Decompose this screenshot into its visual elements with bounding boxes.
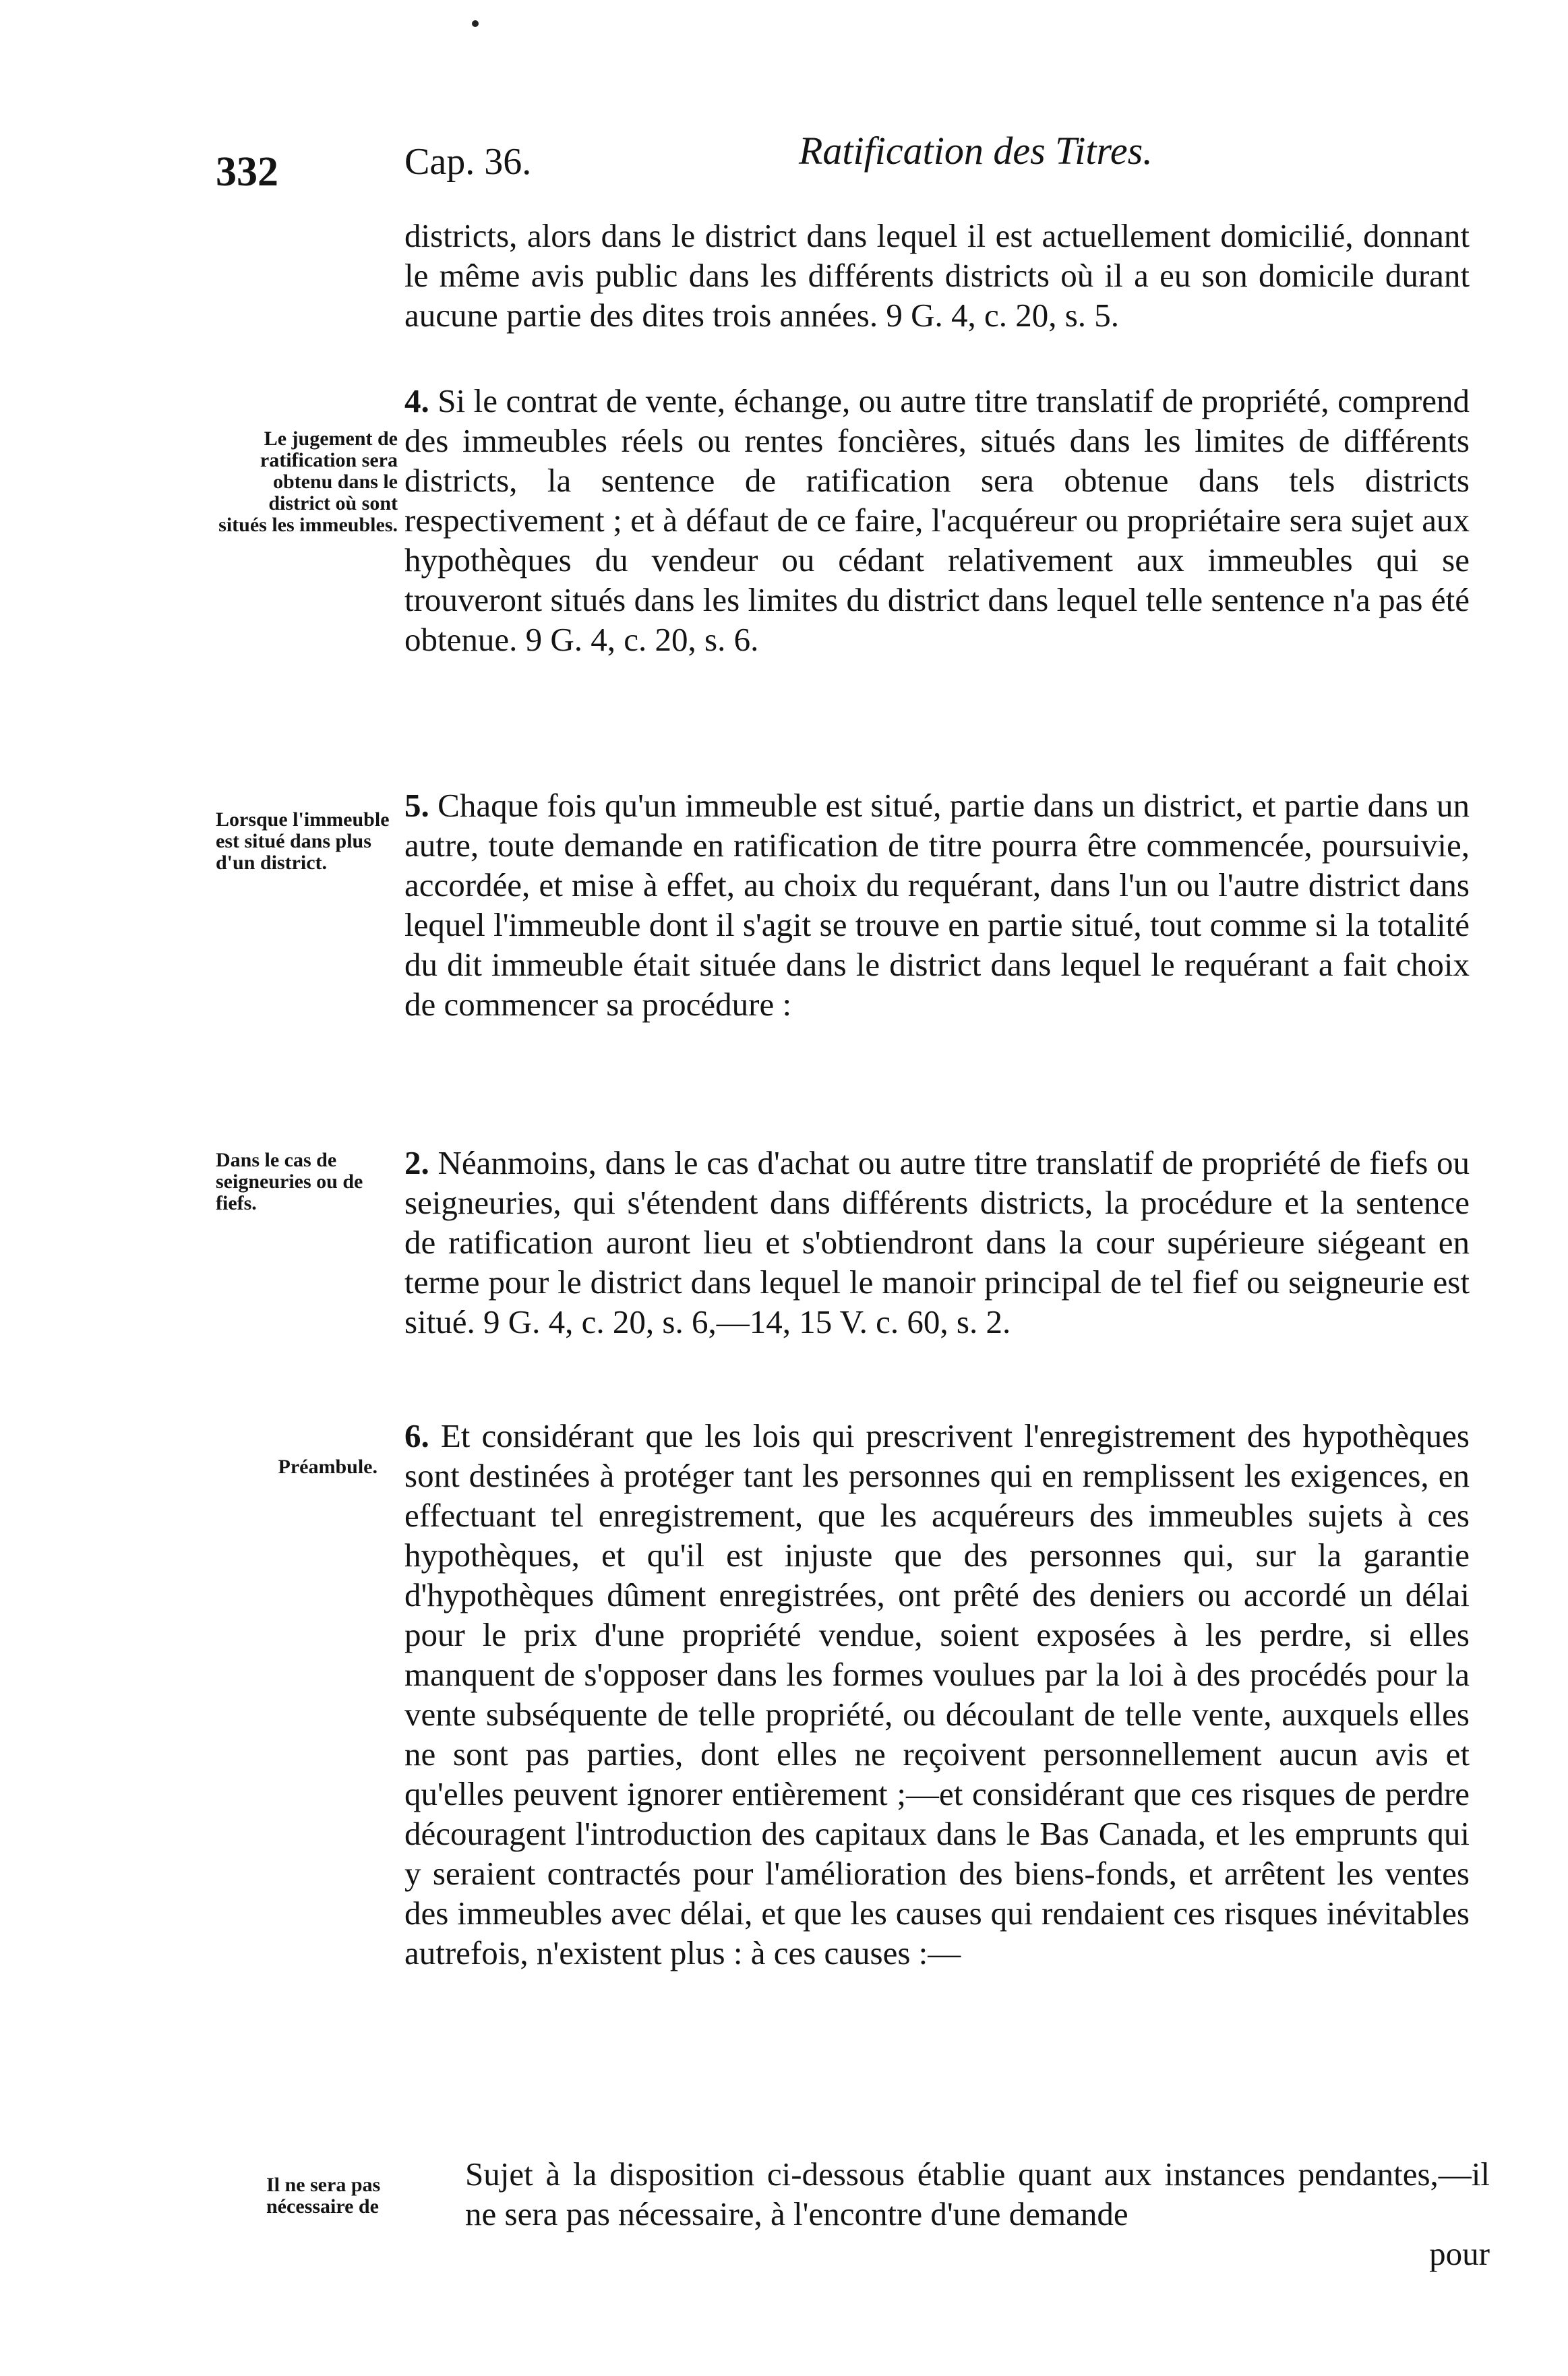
- section-number: 4.: [404, 382, 429, 419]
- margin-note-ratification-district: Le jugement de ratification sera obtenu dans le district où sont situés les immeubles.: [218, 427, 398, 536]
- paragraph-text: Sujet à la disposition ci-dessous établie quant aux instances pendantes,—il ne sera pas nécessaire, à l'encontre d'une demande: [465, 2156, 1490, 2232]
- section-number: 6.: [404, 1417, 429, 1454]
- margin-note-not-necessary: Il ne sera pas nécessaire de: [266, 2174, 381, 2218]
- section-5: [404, 785, 1470, 1024]
- paragraph-text: districts, alors dans le district dans lequel il est actuellement domicilié, donnant le même avis public dans les différents districts où il a eu son domicile durant aucune partie des dites trois années. 9 G. 4, c. 20, s. 5.: [404, 217, 1470, 334]
- paragraph-continuation: [404, 216, 1470, 335]
- margin-note-seigneuries: Dans le cas de seigneuries ou de fiefs.: [216, 1149, 363, 1214]
- chapter-label: Cap. 36.: [404, 141, 532, 183]
- paragraph-text: Si le contrat de vente, échange, ou autre titre translatif de propriété, comprend des immeubles réels ou rentes foncières, situés dans les limites de différents districts, la sentence de ratification sera obtenue dans tels districts respectivement ; et à défaut de ce faire, l'acquéreur ou propriétaire sera sujet aux hypothèques du vendeur ou cédant relativement aux immeubles qui se trouveront situés dans les limites du district dans lequel telle sentence n'a pas été obtenue. 9 G. 4, c. 20, s. 6.: [404, 382, 1470, 658]
- section-number: 5.: [404, 787, 429, 824]
- catchword: pour: [1429, 2235, 1490, 2272]
- subsection-2: [404, 1143, 1470, 1342]
- section-6: [404, 1416, 1470, 1973]
- margin-note-multiple-districts: Lorsque l'immeuble est situé dans plus d'un district.: [216, 808, 390, 874]
- paragraph-text: Néanmoins, dans le cas d'achat ou autre titre translatif de propriété de fiefs ou seigneuries, qui s'étendent dans différents districts, la procédure et la sentence de ratification auront lieu et s'obtiendront dans la cour supérieure siégeant en terme pour le district dans lequel le manoir principal de tel fief ou seigneurie est situé. 9 G. 4, c. 20, s. 6,—14, 15 V. c. 60, s. 2.: [404, 1144, 1470, 1340]
- paragraph-text: Chaque fois qu'un immeuble est situé, partie dans un district, et partie dans un autre, toute demande en ratification de titre pourra être commencée, poursuivie, accordée, et mise à effet, au choix du requérant, dans l'un ou l'autre district dans lequel l'immeuble dont il s'agit se trouve en partie situé, tout comme si la totalité du dit immeuble était située dans le district dans lequel le requérant a fait choix de commencer sa procédure :: [404, 787, 1470, 1023]
- section-number: 2.: [404, 1144, 429, 1181]
- margin-note-preambule: Préambule.: [278, 1456, 378, 1478]
- page-number: 332: [216, 149, 278, 195]
- section-4: [404, 381, 1470, 659]
- running-title: Ratification des Titres.: [799, 129, 1153, 173]
- final-paragraph: [465, 2154, 1490, 2274]
- page-header: [0, 128, 1568, 202]
- ink-speck: [472, 20, 479, 27]
- paragraph-text: Et considérant que les lois qui prescrivent l'enregistrement des hypothèques sont destinées à protéger tant les personnes qui en remplissent les exigences, en effectuant tel enregistrement, que les acquéreurs des immeubles sujets à ces hypothèques, et qu'il est injuste que des personnes qui, sur la garantie d'hypothèques dûment enregistrées, ont prêté des deniers ou accordé un délai pour le prix d'une propriété vendue, soient exposées à les perdre, si elles manquent de s'opposer dans les formes voulues par la loi à des procédés pour la vente subséquente de telle propriété, ou découlant de telle vente, auxquels elles ne sont pas parties, dont elles ne reçoivent personnellement aucun avis et qu'elles peuvent ignorer entièrement ;—et considérant que ces risques de perdre découragent l'introduction des capitaux dans le Bas Canada, et les emprunts qui y seraient contractés pour l'amélioration des biens-fonds, et arrêtent les ventes des immeubles avec délai, et que les causes qui rendaient ces risques inévitables autrefois, n'existent plus : à ces causes :—: [404, 1417, 1470, 1971]
